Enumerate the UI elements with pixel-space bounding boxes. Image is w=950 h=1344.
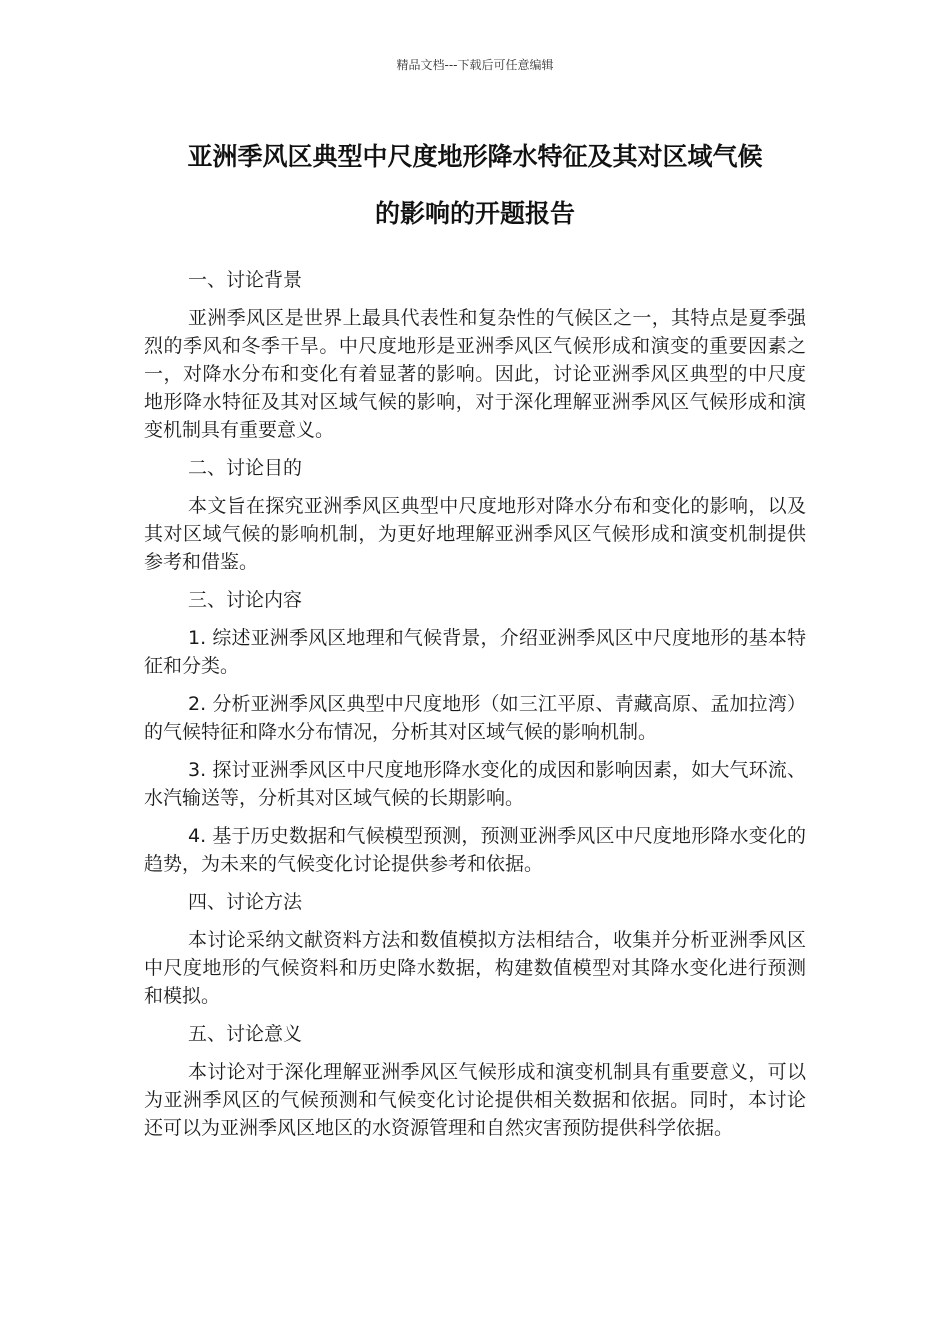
document-title: [120, 128, 830, 242]
title-line-2: 的影响的开题报告: [374, 199, 575, 228]
paragraph-significance: 本讨论对于深化理解亚洲季风区气候形成和演变机制具有重要意义，可以为亚洲季风区的气候预测和气候变化讨论提供相关数据和依据。同时，本讨论还可以为亚洲季风区地区的水资源管理和自然灾害预防提供科学依据。: [144, 1061, 806, 1139]
document-body: [144, 266, 806, 1142]
paragraph-purpose: 本文旨在探究亚洲季风区典型中尺度地形对降水分布和变化的影响，以及其对区域气候的影响机制，为更好地理解亚洲季风区气候形成和演变机制提供参考和借鉴。: [144, 495, 806, 573]
section-heading-background: 一、讨论背景: [188, 269, 303, 291]
section-heading-content: 三、讨论内容: [188, 589, 303, 611]
list-item-content-4: 4. 基于历史数据和气候模型预测，预测亚洲季风区中尺度地形降水变化的趋势，为未来的气候变化讨论提供参考和依据。: [144, 825, 806, 875]
list-item-content-3: 3. 探讨亚洲季风区中尺度地形降水变化的成因和影响因素，如大气环流、水汽输送等，分析其对区域气候的长期影响。: [144, 759, 806, 809]
paragraph-background: 亚洲季风区是世界上最具代表性和复杂性的气候区之一，其特点是夏季强烈的季风和冬季干旱。中尺度地形是亚洲季风区气候形成和演变的重要因素之一，对降水分布和变化有着显著的影响。因此，讨论亚洲季风区典型的中尺度地形降水特征及其对区域气候的影响，对于深化理解亚洲季风区气候形成和演变机制具有重要意义。: [144, 307, 806, 441]
title-line-1: 亚洲季风区典型中尺度地形降水特征及其对区域气候: [187, 142, 763, 171]
list-item-content-2: 2. 分析亚洲季风区典型中尺度地形（如三江平原、青藏高原、孟加拉湾）的气候特征和降水分布情况，分析其对区域气候的影响机制。: [144, 693, 806, 743]
header-note: 精品文档---下载后可任意编辑: [396, 58, 554, 72]
list-item-content-1: 1. 综述亚洲季风区地理和气候背景，介绍亚洲季风区中尺度地形的基本特征和分类。: [144, 627, 806, 677]
paragraph-method: 本讨论采纳文献资料方法和数值模拟方法相结合，收集并分析亚洲季风区中尺度地形的气候资料和历史降水数据，构建数值模型对其降水变化进行预测和模拟。: [144, 929, 806, 1007]
section-heading-method: 四、讨论方法: [188, 891, 303, 913]
section-heading-purpose: 二、讨论目的: [188, 457, 303, 479]
section-heading-significance: 五、讨论意义: [188, 1023, 303, 1045]
